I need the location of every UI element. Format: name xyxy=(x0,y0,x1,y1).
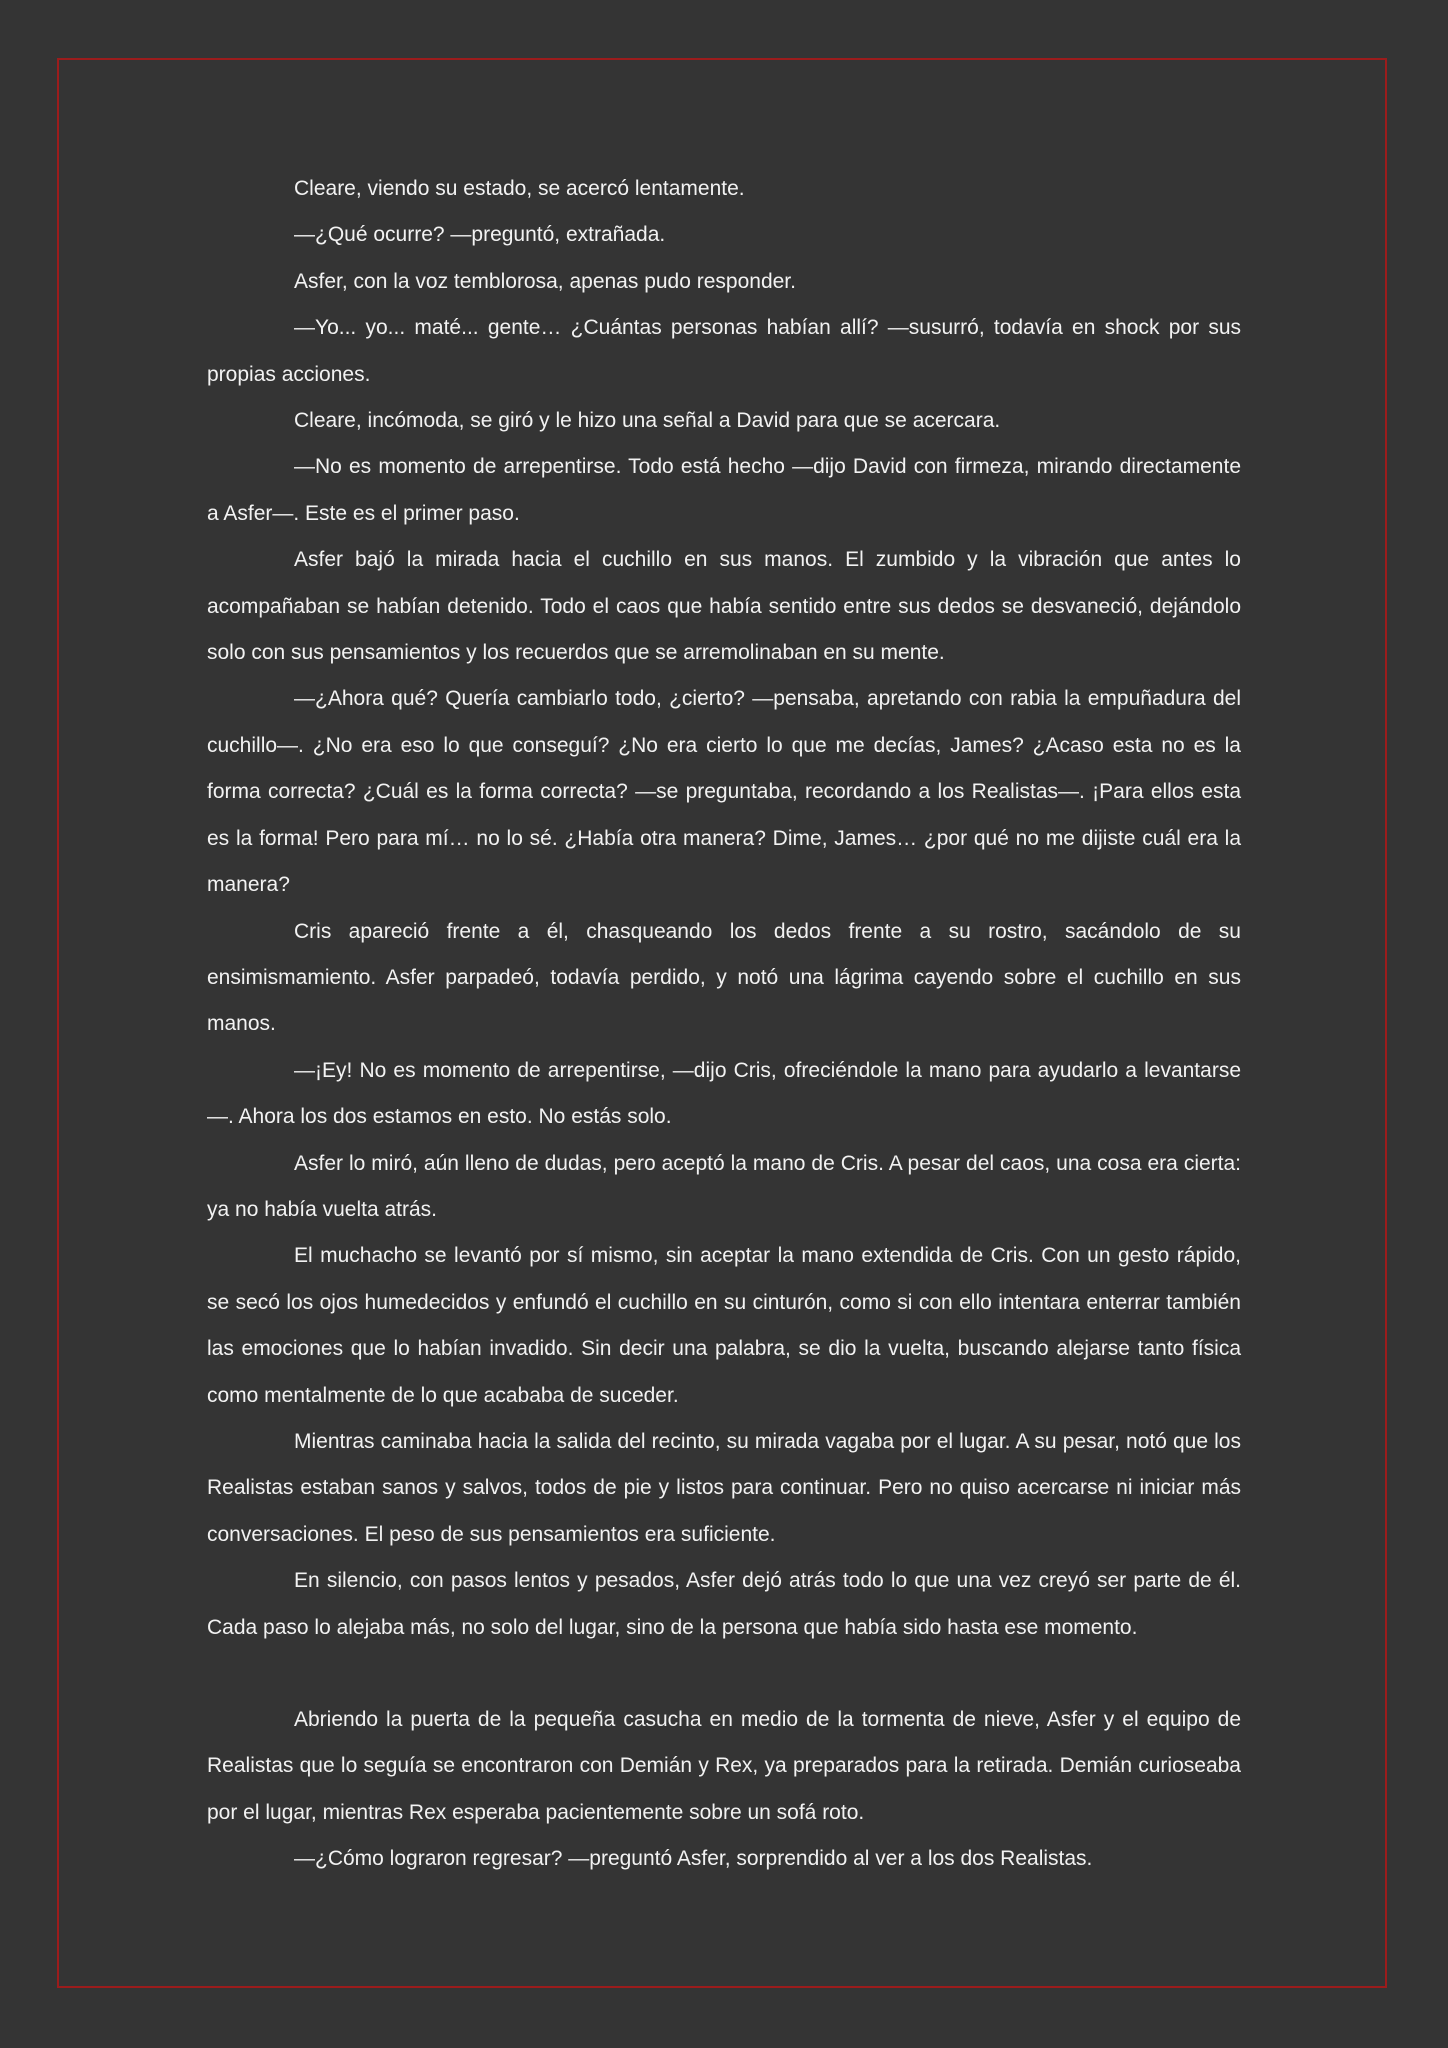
paragraph: —¿Qué ocurre? —preguntó, extrañada. xyxy=(294,223,666,247)
paragraph: Mientras caminaba hacia la salida del recinto, su mirada vagaba por el lugar. A su pesar, notó que los Realistas estaban sanos y salvos, todos de pie y listos para continuar. Pero no quiso acercarse ni iniciar más conversaciones. El peso de sus pensamientos era suficiente. xyxy=(207,1429,1241,1546)
paragraph: —Yo... yo... maté... gente… ¿Cuántas personas habían allí? —susurró, todavía en shock por sus propias acciones. xyxy=(207,316,1241,386)
paragraph: Asfer bajó la mirada hacia el cuchillo en sus manos. El zumbido y la vibración que antes lo acompañaban se habían detenido. Todo el caos que había sentido entre sus dedos se desvaneció, dejándolo solo con sus pensamientos y los recuerdos que se arremolinaban en su mente. xyxy=(207,548,1241,665)
paragraph: Abriendo la puerta de la pequeña casucha en medio de la tormenta de nieve, Asfer y el equipo de Realistas que lo seguía se encontraron con Demián y Rex, ya preparados para la retirada. Demián curioseaba por el lugar, mientras Rex esperaba pacientemente sobre un sofá roto. xyxy=(207,1708,1241,1824)
paragraph: —¿Cómo lograron regresar? —preguntó Asfer, sorprendido al ver a los dos Realistas. xyxy=(294,1847,1093,1871)
paragraph: Cris apareció frente a él, chasqueando los dedos frente a su rostro, sacándolo de su ensimismamiento. Asfer parpadeó, todavía perdido, y notó una lágrima cayendo sobre el cuchillo en sus manos. xyxy=(207,919,1241,1036)
paragraph: Cleare, viendo su estado, se acercó lentamente. xyxy=(294,177,745,200)
paragraph: —No es momento de arrepentirse. Todo está hecho —dijo David con firmeza, mirando directamente a Asfer—. Este es el primer paso. xyxy=(207,455,1241,525)
paragraph: Cleare, incómoda, se giró y le hizo una señal a David para que se acercara. xyxy=(294,409,1001,433)
paragraph: El muchacho se levantó por sí mismo, sin aceptar la mano extendida de Cris. Con un gesto rápido, se secó los ojos humedecidos y enfundó el cuchillo en su cinturón, como si con ello intentara enterrar también las emociones que lo habían invadido. Sin decir una palabra, se dio la vuelta, buscando alejarse tanto física como mentalmente de lo que acababa de suceder. xyxy=(207,1244,1241,1407)
paragraph: En silencio, con pasos lentos y pesados, Asfer dejó atrás todo lo que una vez creyó ser parte de él. Cada paso lo alejaba más, no solo del lugar, sino de la persona que había sido hasta ese momento. xyxy=(207,1569,1241,1639)
body-text xyxy=(207,166,1241,1883)
paragraph: —¿Ahora qué? Quería cambiarlo todo, ¿cierto? —pensaba, apretando con rabia la empuñadura del cuchillo—. ¿No era eso lo que conseguí? ¿No era cierto lo que me decías, James? ¿Acaso esta no es la forma correcta? ¿Cuál es la forma correcta? —se preguntaba, recordando a los Realistas—. ¡Para ellos esta es la forma! Pero para mí… no lo sé. ¿Había otra manera? Dime, James… ¿por qué no me dijiste cuál era la manera? xyxy=(207,687,1241,897)
paragraph: —¡Ey! No es momento de arrepentirse, —dijo Cris, ofreciéndole la mano para ayudarlo a levantarse—. Ahora los dos estamos en esto. No estás solo. xyxy=(207,1058,1241,1129)
paragraph: Asfer lo miró, aún lleno de dudas, pero aceptó la mano de Cris. A pesar del caos, una cosa era cierta: ya no había vuelta atrás. xyxy=(207,1151,1241,1221)
paragraph: Asfer, con la voz temblorosa, apenas pudo responder. xyxy=(294,269,796,293)
